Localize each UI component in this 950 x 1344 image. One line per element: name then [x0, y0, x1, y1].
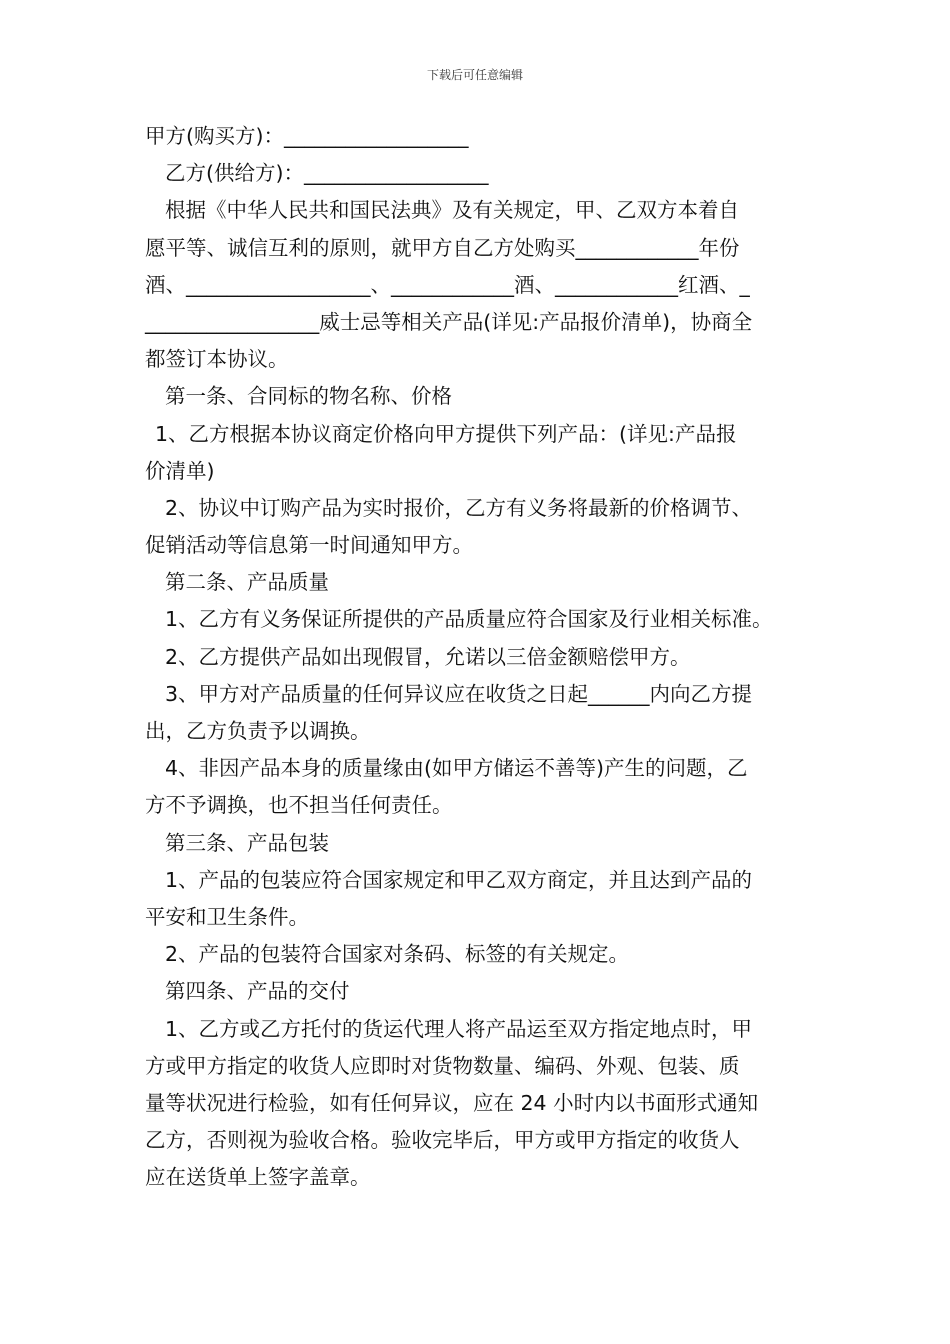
text-line: 方或甲方指定的收货人应即时对货物数量、编码、外观、包装、质: [145, 1053, 740, 1078]
text-line: 都签订本协议。: [145, 347, 289, 372]
text-line: 第二条、产品质量: [165, 570, 329, 595]
text-line: 1、产品的包装应符合国家规定和甲乙双方商定，并且达到产品的: [165, 867, 753, 892]
text-line: 促销活动等信息第一时间通知甲方。: [145, 533, 473, 558]
text-line: 4、非因产品本身的质量缘由(如甲方储运不善等)产生的问题，乙: [165, 756, 748, 781]
text-line: 第四条、产品的交付: [165, 979, 350, 1004]
text-line: 2、乙方提供产品如出现假冒，允诺以三倍金额赔偿甲方。: [165, 644, 691, 669]
text-line: 价清单): [145, 458, 215, 483]
text-line: 出，乙方负责予以调换。: [145, 719, 371, 743]
text-line: 方不予调换，也不担当任何责任。: [145, 793, 453, 818]
text-line: 1、乙方或乙方托付的货运代理人将产品运至双方指定地点时，甲: [165, 1016, 753, 1041]
text-line: 平安和卫生条件。: [145, 904, 309, 929]
text-line: _________________威士忌等相关产品(详见:产品报价清单)，协商全: [145, 309, 753, 334]
text-line: 甲方(购买方)：__________________: [145, 124, 469, 148]
text-line: 应在送货单上签字盖章。: [145, 1165, 371, 1190]
page-header: 下载后可任意编辑: [426, 68, 523, 82]
text-line: 乙方，否则视为验收合格。验收完毕后，甲方或甲方指定的收货人: [145, 1128, 740, 1153]
document-body: [145, 118, 810, 1196]
text-line: 酒、__________________、____________酒、____________红酒、_: [145, 272, 750, 297]
text-line: 2、协议中订购产品为实时报价，乙方有义务将最新的价格调节、: [165, 495, 753, 520]
text-line: 1、乙方根据本协议商定价格向甲方提供下列产品：(详见:产品报: [155, 421, 737, 446]
text-line: 1、乙方有义务保证所提供的产品质量应符合国家及行业相关标准。: [165, 607, 773, 632]
text-line: 2、产品的包装符合国家对条码、标签的有关规定。: [165, 942, 630, 967]
text-line: 第一条、合同标的物名称、价格: [165, 384, 452, 409]
text-line: 量等状况进行检验，如有任何异议，应在 24 小时内以书面形式通知: [145, 1090, 759, 1115]
text-line: 3、甲方对产品质量的任何异议应在收货之日起______内向乙方提: [165, 681, 753, 706]
text-line: 第三条、产品包装: [165, 830, 329, 855]
text-line: 根据《中华人民共和国民法典》及有关规定，甲、乙双方本着自: [165, 198, 739, 223]
text-line: 乙方(供给方)：__________________: [165, 161, 489, 186]
text-line: 愿平等、诚信互利的原则，就甲方自乙方处购买____________年份: [145, 235, 740, 260]
